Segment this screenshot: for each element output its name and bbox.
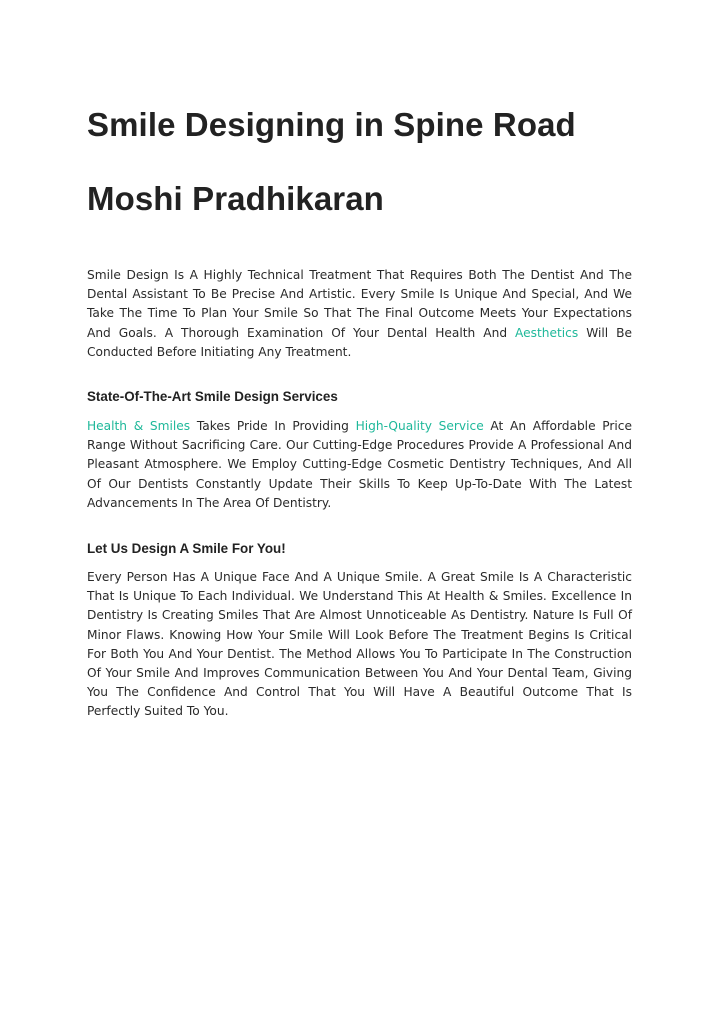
high-quality-service-link[interactable]: High-Quality Service bbox=[355, 419, 484, 434]
title-line-2: Moshi Pradhikaran bbox=[87, 180, 384, 217]
aesthetics-link[interactable]: Aesthetics bbox=[515, 325, 579, 340]
design-paragraph: Every Person Has A Unique Face And A Unique Smile. A Great Smile Is A Characteristic That Is Unique To Each Individual. We Understand This At Health & Smiles. Excellence In Dentistry Is Creating Smiles That Are Almost Unnoticeable As Dentistry. Nature Is Full Of Minor Flaws. Knowing How Your Smile Will Look Before The Treatment Begins Is Critical For Both You And Your Dentist. The Method Allows You To Participate In The Construction Of Your Smile And Improves Communication Between You And Your Dental Team, Giving You The Confidence And Control That You Will Have A Beautiful Outcome That Is Perfectly Suited To You. bbox=[87, 570, 632, 719]
title-line-1: Smile Designing in Spine Road bbox=[87, 106, 576, 143]
page-title bbox=[87, 88, 632, 236]
section-heading-services: State-Of-The-Art Smile Design Services bbox=[87, 389, 338, 405]
services-text: Takes Pride In Providing bbox=[190, 419, 356, 434]
intro-text: Smile Design Is A Highly Technical Treatment That Requires Both The Dentist And The Dental Assistant To Be Precise And Artistic. Every Smile Is Unique And Special, And We Take The Time To Plan Your Smile So That The Final Outcome Meets Your Expectations And Goals. A Thorough Examination Of Your Dental Health And bbox=[87, 268, 632, 340]
intro-text-end: Will Be Conducted Before Initiating Any Treatment. bbox=[87, 325, 632, 359]
section-heading-design: Let Us Design A Smile For You! bbox=[87, 541, 286, 557]
document-content bbox=[87, 88, 632, 722]
services-text-end: At An Affordable Price Range Without Sacrificing Care. Our Cutting-Edge Procedures Provide A Professional And Pleasant Atmosphere. We Employ Cutting-Edge Cosmetic Dentistry Techniques, And All Of Our Dentists Constantly Update Their Skills To Keep Up-To-Date With The Latest Advancements In The Area Of Dentistry. bbox=[87, 419, 632, 510]
health-smiles-link[interactable]: Health & Smiles bbox=[87, 419, 191, 434]
intro-paragraph bbox=[87, 266, 632, 362]
services-paragraph bbox=[87, 417, 632, 513]
